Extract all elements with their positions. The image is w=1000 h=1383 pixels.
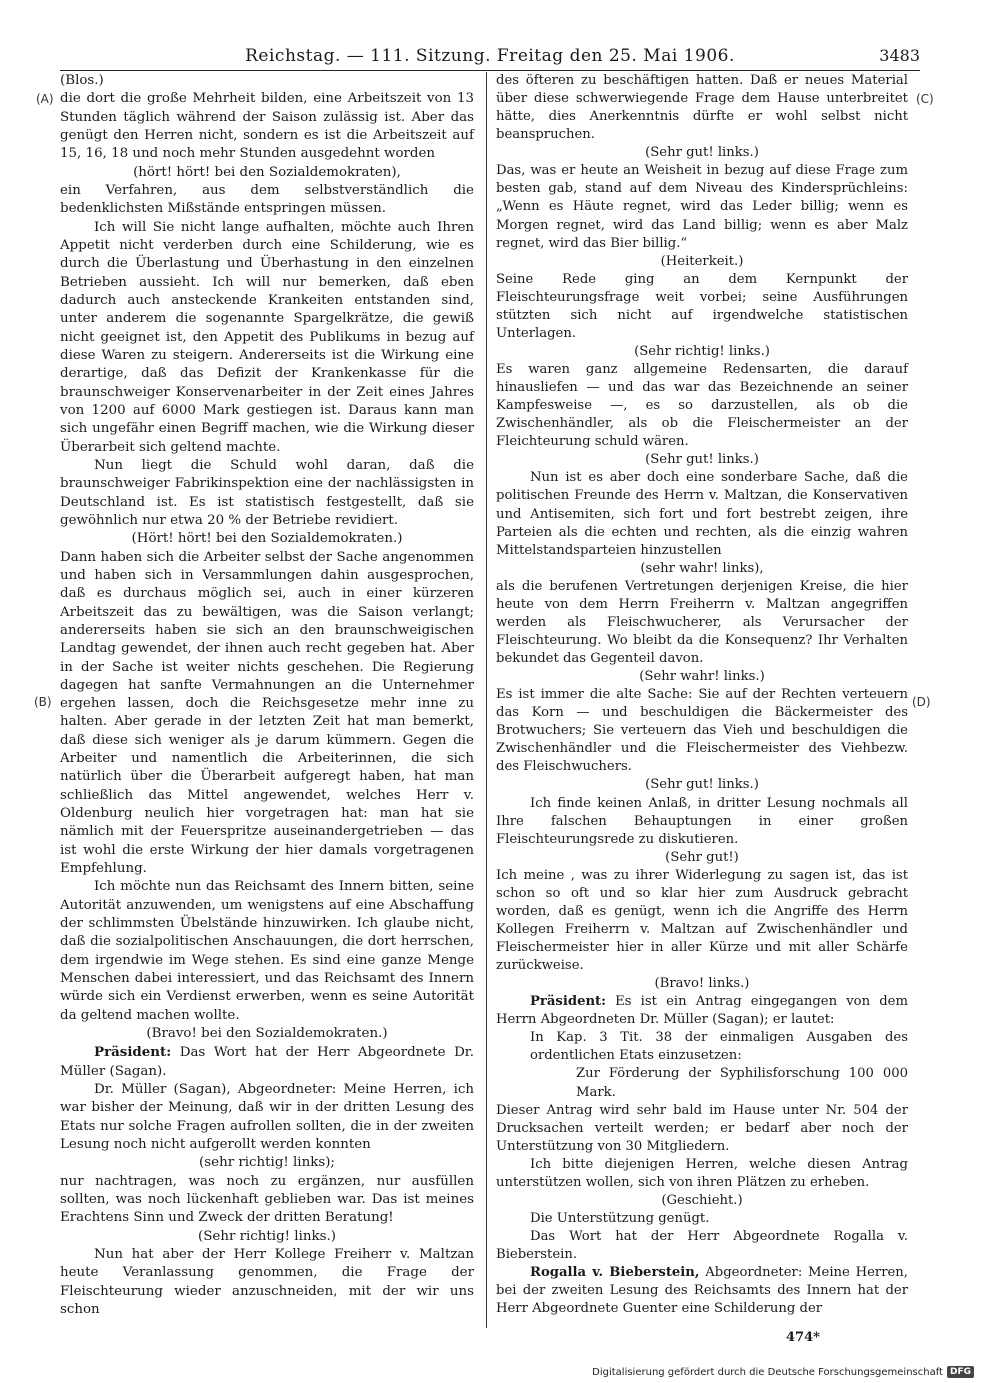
paragraph: Ich bitte diejenigen Herren, welche diesen Antrag unterstützen wollen, sich von ihren Plätzen zu erheben. (496, 1156, 908, 1190)
paragraph: die dort die große Mehrheit bilden, eine Arbeitszeit von 13 Stunden täglich während der Saison zulässig ist. Aber das genügt den Herren nicht, sondern es ist die Arbeitszeit auf 15, 16, 18 und noch mehr Stunden ausgedehnt worden (60, 91, 474, 162)
paragraph: Nun liegt die Schuld wohl daran, daß die braunschweiger Fabrikinspektion eine der nachlässigsten in Deutschland ist. Es ist statistisch festgestellt, daß sie gewöhnlich nur etwa 20 % der Betriebe revidiert. (60, 457, 474, 528)
paragraph: Ich möchte nun das Reichsamt des Innern bitten, seine Autorität anzuwenden, um wenigstens auf eine Abschaffung der schlimmsten Übelstände hinzuwirken. Ich glaube nicht, daß die sozialpolitischen Anschauungen, die dort herrschen, dem irgendwie im Wege stehen. Es sind eine ganze Menge Menschen dabei interessiert, und das Reichsamt des Innern würde sich ein Verdienst erwerben, wenn es seine Autorität da geltend machen wollte. (60, 879, 474, 1023)
paragraph: (Geschieht.) (661, 1192, 743, 1208)
paragraph: Nun hat aber der Herr Kollege Freiherr v. Maltzan heute Veranlassung genommen, die Frage der Fleischteurung wieder anzuschneiden, mit der wir uns schon (60, 1247, 474, 1317)
page-number: 3483 (879, 46, 920, 65)
speaker-name: Präsident: (530, 994, 607, 1010)
paragraph: Die Unterstützung genügt. (530, 1210, 710, 1226)
column-divider (486, 72, 487, 1328)
right-column (496, 72, 908, 1318)
paragraph: Es waren ganz allgemeine Redensarten, die darauf hinausliefen — und das war das Bezeichnende an seiner Kampfesweise —, es so darzustellen, als ob die Zwischenhändler, als ob die Fleischermeister an der Fleichteurung schuld wären. (496, 362, 908, 450)
signature-number: 474* (786, 1330, 820, 1345)
paragraph: Seine Rede ging an dem Kernpunkt der Fleischteurungsfrage weit vorbei; seine Ausführungen stützten sich nicht auf irgendwelche statistischen Unterlagen. (496, 271, 908, 341)
paragraph: Zur Förderung der Syphilisforschung 100 000 Mark. (576, 1066, 908, 1100)
margin-mark-a: (A) (36, 92, 54, 106)
paragraph: (Sehr richtig! links.) (634, 343, 770, 359)
paragraph: (Hört! hört! bei den Sozialdemokraten.) (131, 531, 403, 547)
paragraph: Präsident: Das Wort hat der Herr Abgeordnete Dr. Müller (Sagan). (60, 1044, 474, 1079)
footer-text: Digitalisierung gefördert durch die Deutsche Forschungsgemeinschaft (592, 1366, 943, 1378)
paragraph: (Bravo! links.) (654, 976, 750, 992)
paragraph: Dann haben sich die Arbeiter selbst der Sache angenommen und haben sich in Versammlungen dahin ausgesprochen, daß es durchaus möglich sei, auch in einer kürzeren Arbeitszeit das zu bewältigen, was die Saison verlangt; andererseits haben sie sich an den braunschweigischen Landtag gewendet, der ihnen auch recht gegeben hat. Aber in der Sache ist weiter nichts geschehen. Die Regierung dagegen hat sanfte Vermahnungen an die Unternehmer ergehen lassen, doch die Reichsgesetze mehr inne zu halten. Aber gerade in der letzten Zeit hat man bemerkt, daß diese sich weniger als je darum kümmern. Gegen die Arbeiter und namentlich die Arbeiterinnen, die sich natürlich über die Überarbeit aufgeregt haben, hat man schließlich das Mittel angewendet, welches Herr v. Oldenburg neulich hier vorgetragen hat: man hat sie nämlich mit der Feuerspritze auseinandergetrieben — das ist wohl die erste Wirkung der hier damals vorgetragenen Empfehlung. (60, 549, 474, 877)
footer (592, 1366, 974, 1378)
paragraph: Es ist immer die alte Sache: Sie auf der Rechten verteuern das Korn — und beschuldigen die Bäckermeister des Brotwuchers; Sie verteuern das Vieh und beschuldigen die Zwischenhändler und die Fleischermeister des Viehbezw. des Fleischwuchers. (496, 687, 908, 775)
paragraph: (Blos.) (60, 73, 104, 88)
margin-mark-b: (B) (34, 695, 52, 709)
paragraph: des öfteren zu beschäftigen hatten. Daß er neues Material über diese schwerwiegende Frage dem Hause unterbreitet hätte, dies Anerkenntnis dürfte er wohl selbst nicht beanspruchen. (496, 73, 908, 143)
running-title: Reichstag. — 111. Sitzung. Freitag den 25. Mai 1906. (245, 46, 735, 66)
paragraph: Dr. Müller (Sagan), Abgeordneter: Meine Herren, ich war bisher der Meinung, daß wir in der dritten Lesung des Etats nur solche Fragen aufrollen sollten, die in der zweiten Lesung noch nicht aufgerollt werden konnten (60, 1082, 474, 1153)
paragraph: Das Wort hat der Herr Abgeordnete Rogalla v. Bieberstein. (496, 1229, 908, 1263)
paragraph: (Sehr richtig! links.) (198, 1228, 336, 1244)
paragraph: (Sehr wahr! links.) (639, 669, 765, 685)
page-header (60, 44, 920, 71)
dfg-logo: DFG (947, 1366, 974, 1378)
speaker-name: Rogalla v. Bieberstein, (530, 1265, 700, 1281)
paragraph: (hört! hört! bei den Sozialdemokraten), (133, 164, 401, 180)
paragraph: (Sehr gut! links.) (645, 452, 759, 468)
speaker-name: Präsident: (94, 1044, 172, 1061)
paragraph: (Sehr gut! links.) (645, 145, 759, 161)
paragraph: (Heiterkeit.) (660, 253, 744, 269)
paragraph: (sehr richtig! links); (199, 1155, 335, 1171)
paragraph: Nun ist es aber doch eine sonderbare Sache, daß die politischen Freunde des Herrn v. Maltzan, die Konservativen und Antisemiten, sich fort und fort bestrebt zeigen, ihre Parteien als die echten und rechten, als die einzig wahren Mittelstandsparteien hinzustellen (496, 470, 908, 558)
paragraph: Dieser Antrag wird sehr bald im Hause unter Nr. 504 der Drucksachen verteilt werden; er bedarf aber noch der Unterstützung von 30 Mitgliedern. (496, 1102, 908, 1154)
paragraph: Rogalla v. Bieberstein, Abgeordneter: Meine Herren, bei der zweiten Lesung des Reichsamts des Innern hat der Herr Abgeordnete Guenter eine Schilderung der (496, 1265, 908, 1317)
paragraph: (Sehr gut! links.) (645, 777, 759, 793)
paragraph: als die berufenen Vertretungen derjenigen Kreise, die hier heute von dem Herrn Freiherrn v. Maltzan angegriffen werden als Fleischwucherer, als Verursacher der Fleischteurung. Wo bleibt da die Konsequenz? Ihr Verhalten bekundet das Gegenteil davon. (496, 578, 908, 666)
paragraph: In Kap. 3 Tit. 38 der einmaligen Ausgaben des ordentlichen Etats einzusetzen: (530, 1030, 908, 1064)
paragraph: Ich will Sie nicht lange aufhalten, möchte auch Ihren Appetit nicht verderben durch eine Schilderung, wie es durch die Überlastung und Überhastung in den einzelnen Betrieben aussieht. Ich will nur bemerken, daß eben dadurch auch ansteckende Krankeiten entstanden sind, unter anderem die sogenannte Spargelkrätze, die gewiß nicht geeignet ist, den Appetit des Publikums in bezug auf diese Waren zu steigern. Andererseits ist die Wirkung eine derartige, daß das Defizit der Krankenkasse für die braunschweiger Konservenarbeiter in der Zeit eines Jahres von 1200 auf 6000 Mark gestiegen ist. Daraus kann man sich ungefähr einen Begriff machen, wie die Wirkung dieser Überarbeit sich geltend machte. (60, 219, 474, 455)
paragraph: (sehr wahr! links), (640, 560, 764, 576)
paragraph: nur nachtragen, was noch zu ergänzen, nur ausfüllen sollten, was noch lückenhaft geblieben war. Das ist meines Erachtens Sinn und Zweck der dritten Beratung! (60, 1173, 474, 1226)
margin-mark-c: (C) (916, 92, 934, 106)
paragraph: (Bravo! bei den Sozialdemokraten.) (146, 1026, 388, 1042)
paragraph: ein Verfahren, aus dem selbstverständlich die bedenklichsten Mißstände entspringen müssen. (60, 182, 474, 217)
paragraph: Präsident: Es ist ein Antrag eingegangen von dem Herrn Abgeordneten Dr. Müller (Sagan); er lautet: (496, 994, 908, 1028)
margin-mark-d: (D) (912, 695, 931, 709)
left-column (60, 72, 474, 1319)
paragraph: (Sehr gut!) (665, 849, 739, 865)
paragraph: Ich meine , was zu ihrer Widerlegung zu sagen ist, das ist schon so oft und so klar hier zum Ausdruck gebracht worden, daß es genügt, wenn ich die Angriffe des Herrn Kollegen Freiherrn v. Maltzan auf Zwischenhändler und Fleischermeister hier in aller Kürze und mit aller Schärfe zurückweise. (496, 867, 908, 974)
paragraph: Ich finde keinen Anlaß, in dritter Lesung nochmals all Ihre falschen Behauptungen in einer großen Fleischteurungsrede zu diskutieren. (496, 795, 908, 847)
paragraph: Das, was er heute an Weisheit in bezug auf diese Frage zum besten gab, stand auf dem Niveau des Kindersprüchleins: „Wenn es Häute regnet, wird das Leder billig; wenn es Morgen regnet, wird das Land billig; wenn es aber Malz regnet, wird das Bier billig.“ (496, 163, 908, 251)
